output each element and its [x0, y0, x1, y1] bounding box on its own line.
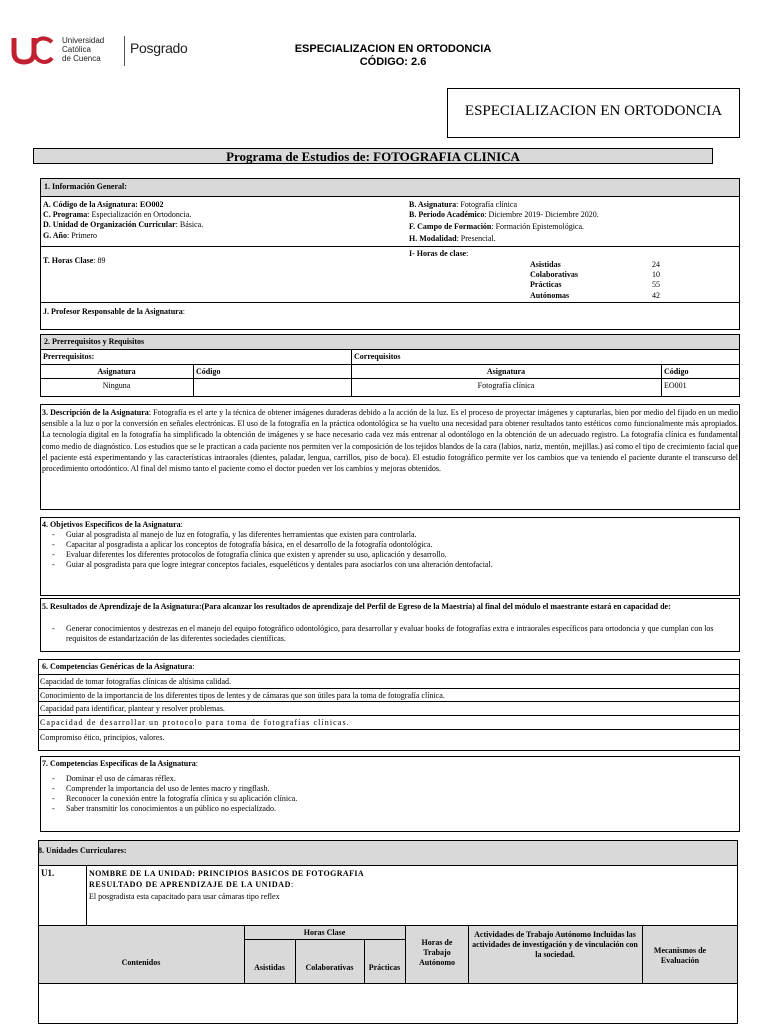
prereq-col-subject: Asignatura [97, 367, 136, 376]
table-row: Compromiso ético, principios, valores. [40, 733, 165, 742]
unit-result-label: RESULTADO DE APRENDIZAJE DE LA UNIDAD [89, 880, 292, 889]
col-autonomous-hours: Horas de Trabajo Autónomo [418, 938, 455, 967]
colon: : [180, 520, 183, 529]
section5-heading: 5. Resultados de Aprendizaje de la Asignatura:(Para alcanzar los resultados de aprendizaje del Perfil de Egreso de la Maestría) al final del módulo el maestrante estará en capacidad de [42, 602, 669, 611]
col-assisted: Asistidas [254, 963, 285, 972]
field-training-field: F. Campo de Formación: Formación Epistemológica. [409, 222, 585, 231]
unit-name-value: : PRINCIPIOS BASICOS DE FOTOGRAFIA [192, 869, 365, 878]
study-program-title-bar [33, 148, 713, 164]
unit-code: U1. [41, 868, 55, 878]
section8-heading-bar [39, 841, 737, 865]
corequisites-label: Correquisitos [354, 352, 401, 361]
col-evaluation: Mecanismos de Evaluación [653, 946, 707, 965]
coreq-code-value: EO001 [664, 381, 687, 390]
divider [642, 925, 643, 983]
unit-result-text: El posgradista esta capacitado para usar cámaras tipo reflex [89, 892, 280, 901]
table-row: Capacidad de desarrollar un protocolo para toma de fotografías clínicas. [40, 718, 350, 727]
university-logo [8, 34, 118, 66]
col-contents: Contenidos [121, 958, 161, 967]
divider [38, 729, 740, 730]
prerequisites-label: Prerrequisitos: [43, 352, 95, 361]
divider [38, 925, 738, 926]
table-row: Conocimiento de la importancia de los diferentes tipos de lentes y de cámaras que son útiles para la toma de fotografía clínica. [40, 691, 445, 700]
page-code: CÓDIGO: 2.6 [359, 56, 427, 68]
divider [244, 939, 405, 940]
unit-name-label: NOMBRE DE LA UNIDAD [89, 869, 193, 878]
unit-result-line [89, 880, 294, 890]
divider [40, 302, 740, 303]
section7-heading: 7. Competencias Específicas de la Asignatura [42, 759, 196, 768]
divider [38, 674, 740, 675]
objectives-list [42, 530, 732, 570]
list-item: - Saber transmitir los conocimientos a un público no especializado. [42, 804, 732, 814]
hours-label-collaborative: Colaborativas [530, 270, 578, 279]
table-row: Capacidad de tomar fotografías clínicas de altísima calidad. [40, 677, 232, 686]
divider [295, 939, 296, 983]
page-title: ESPECIALIZACION EN ORTODONCIA [294, 43, 492, 55]
field-course-program: C. Programa: Especialización en Ortodoncia. [43, 210, 192, 219]
divider [193, 364, 194, 397]
divider [38, 983, 738, 984]
coreq-col-code: Código [664, 367, 689, 376]
field-total-hours: T. Horas Clase: 89 [43, 256, 106, 265]
field-responsible-professor: J. Profesor Responsable de la Asignatura: [43, 307, 185, 316]
divider [86, 865, 87, 925]
specific-competencies-list [42, 774, 732, 814]
colon: : [195, 759, 199, 768]
col-autonomous-activities: Actividades de Trabajo Autónomo Incluidas las actividades de investigación y de vinculación con la sociedad. [472, 930, 638, 959]
posgrado-logo: Posgrado [130, 40, 188, 56]
divider [40, 364, 740, 365]
colon: : [291, 880, 294, 889]
hours-label-assisted: Asistidas [530, 260, 561, 269]
hours-value-collaborative: 10 [652, 270, 660, 279]
study-program-title: Programa de Estudios de: FOTOGRAFIA CLINICA [226, 149, 520, 164]
colon: : [668, 602, 671, 611]
prereq-col-code: Código [196, 367, 221, 376]
unit-name-line [89, 869, 364, 879]
table-row: Capacidad para identificar, plantear y resolver problemas. [40, 704, 225, 713]
program-header-box [447, 88, 740, 138]
divider [40, 246, 740, 247]
divider [40, 349, 740, 350]
list-item: - Guiar al posgradista para que logre integrar conceptos faciales, esqueléticos y dentales para asociarlos con una alteración dentofacial. [42, 560, 732, 570]
colon: : [192, 662, 195, 671]
divider [38, 715, 740, 716]
divider [38, 688, 740, 689]
section7-heading-line [42, 759, 198, 769]
list-item: - Generar conocimientos y destrezas en el manejo del equipo fotográfico odontológico, para desarrollar y evaluar books de fotografías extra e intraorales específicos para ortodoncia y que cumplan con los requisitos de estandarización de las diferentes sociedades científicas. [42, 624, 738, 644]
section8-heading: 8. Unidades Curriculares: [38, 846, 127, 855]
field-class-hours: I- Horas de clase: [409, 249, 469, 258]
hours-value-assisted: 24 [652, 260, 660, 269]
list-item: - Capacitar al posgradista a aplicar los conceptos de fotografía básica, en el desarrollo de la fotografía odontológica. [42, 540, 732, 550]
col-practice: Prácticas [368, 963, 401, 972]
col-collaborative: Colaborativas [305, 963, 354, 972]
list-item: - Reconocer la conexión entre la fotografía clínica y su aplicación clínica. [42, 794, 732, 804]
list-item: - Evaluar diferentes los diferentes protocolos de fotografía clínica que existen y aprender su uso, aplicación y desarrollo. [42, 550, 732, 560]
section3-heading: 3. Descripción de la Asignatura [42, 408, 149, 417]
section4-heading: 4. Objetivos Específicos de la Asignatura [42, 520, 181, 529]
section1-heading: 1. Información General: [44, 182, 127, 191]
section1-heading-bar [41, 179, 739, 196]
course-description [42, 407, 738, 474]
section2-heading-bar [41, 335, 739, 349]
section5-heading-line [42, 601, 736, 612]
hours-label-practice: Prácticas [530, 280, 562, 289]
program-header-title: ESPECIALIZACION EN ORTODONCIA [464, 103, 723, 119]
divider [661, 364, 662, 397]
outcomes-list [42, 624, 738, 644]
coreq-col-subject: Asignatura [486, 367, 526, 376]
field-academic-period: B. Periodo Académico: Diciembre 2019- Diciembre 2020. [409, 210, 599, 219]
coreq-subject-value: Fotografía clínica [477, 381, 535, 390]
field-course-code: A. Código de la Asignatura: EO002 [43, 200, 164, 209]
field-subject: B. Asignatura: Fotografía clínica [409, 200, 517, 209]
field-curricular-unit: D. Unidad de Organización Curricular: Básica. [43, 220, 204, 229]
logo-divider [124, 36, 125, 66]
hours-label-autonomous: Autónomas [530, 291, 570, 300]
list-item: - Comprender la importancia del uso de lentes macro y ringflash. [42, 784, 732, 794]
list-item: - Guiar al posgradista al manejo de luz en fotografía, y las diferentes herramientas que existen para controlarla. [42, 530, 732, 540]
field-modality: H. Modalidad: Presencial. [409, 234, 496, 243]
university-emblem-icon [8, 34, 56, 66]
section6-heading-line [42, 662, 194, 672]
section6-heading: 6. Competencias Genéricas de la Asignatura [42, 662, 193, 671]
divider [468, 925, 469, 983]
divider [38, 865, 738, 866]
col-class-hours: Horas Clase [303, 928, 346, 937]
section3-text: : Fotografía es el arte y la técnica de obtener imágenes duraderas debido a la acción de la luz. Es el proceso de proyectar imágenes y capturarlas, bien por medio del fijado en un medio sensible a la luz o por la conversión en señales electrónicas. El uso de la fotografía en la práctica odontológica se ha vuelto una necesidad para obtener resultados tanto estéticos como funcionalmente más apropiados. La tecnología digital en la fotografía ha simplificado la obtención de imágenes y se hace necesario cada vez más entrenar al odontólogo en la obtención de un adecuado registro. La fotografía clínica es fundamental como medio de diagnóstico. Los estudios que se le practican a cada paciente nos permiten ver la composición de los tejidos blandos de la cara (labios, nariz, mentón, mejillas.) así como el tipo de crecimiento facial que el paciente está experimentando y las características intraorales (dientes, paladar, lengua, carrillos, piso de boca). El estudio fotográfico permite ver los cambios que va teniendo el paciente durante el transcurso del procedimiento ortodóntico. Al final del mismo tanto el paciente como el doctor pueden ver los cambios y mejoras obtenidos. [42, 408, 738, 474]
divider [38, 701, 740, 702]
divider [405, 925, 406, 983]
section4-heading-line [42, 520, 183, 530]
divider [364, 939, 365, 983]
prereq-subject-value: Ninguna [102, 381, 131, 390]
list-item: - Dominar el uso de cámaras réflex. [42, 774, 732, 784]
hours-value-autonomous: 42 [652, 291, 660, 300]
university-name: Universidad Católica de Cuenca [62, 36, 105, 63]
hours-value-practice: 55 [652, 280, 660, 289]
divider [40, 196, 740, 197]
divider [40, 378, 740, 379]
field-year: G. Año: Primero [43, 231, 98, 240]
section2-heading: 2. Prerrequisitos y Requisitos [44, 337, 145, 346]
